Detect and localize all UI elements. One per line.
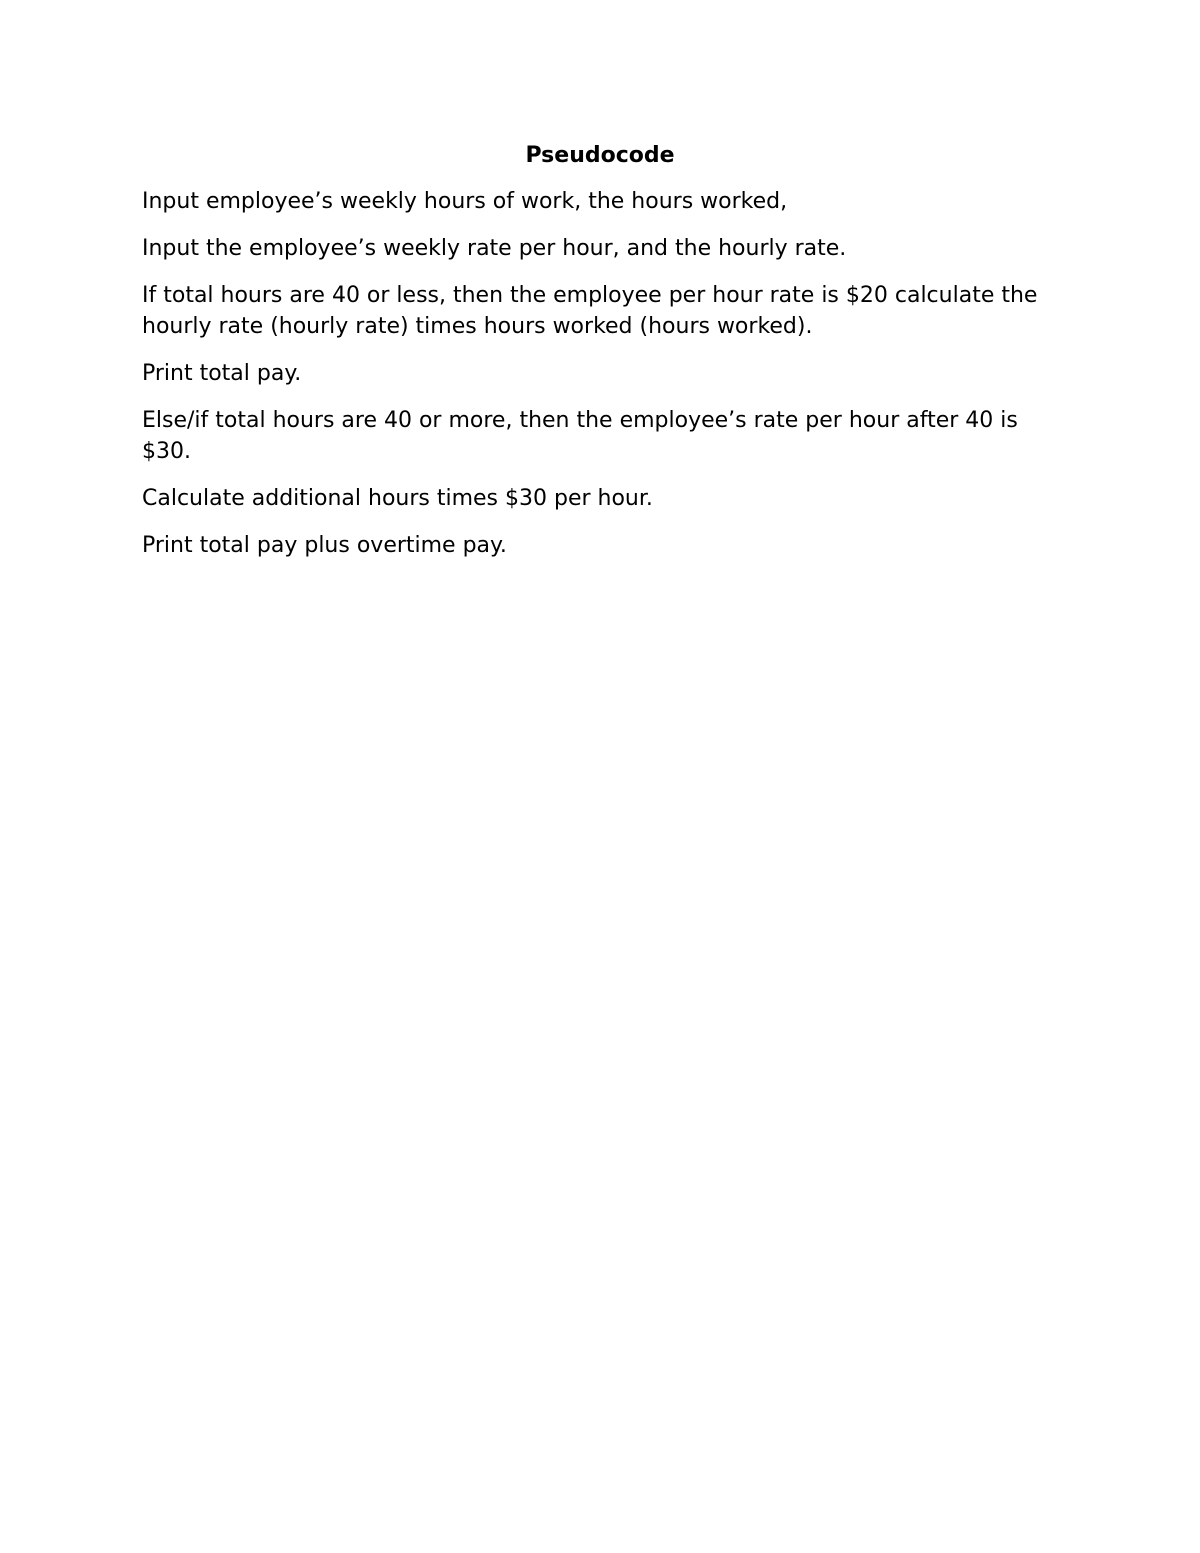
document-title: Pseudocode	[525, 143, 675, 168]
paragraph-input-rate: Input the employee’s weekly rate per hour, and the hourly rate.	[142, 236, 847, 261]
paragraph-print-overtime: Print total pay plus overtime pay.	[142, 533, 507, 558]
document-body	[142, 140, 1058, 577]
paragraph-calculate-overtime: Calculate additional hours times $30 per hour.	[142, 486, 653, 511]
paragraph-else-condition: Else/if total hours are 40 or more, then the employee’s rate per hour after 40 is $30.	[142, 408, 1018, 464]
paragraph-print-total: Print total pay.	[142, 361, 302, 386]
paragraph-if-condition: If total hours are 40 or less, then the employee per hour rate is $20 calculate the hourly rate (hourly rate) times hours worked (hours worked).	[142, 283, 1038, 339]
paragraph-input-hours: Input employee’s weekly hours of work, the hours worked,	[142, 189, 788, 214]
